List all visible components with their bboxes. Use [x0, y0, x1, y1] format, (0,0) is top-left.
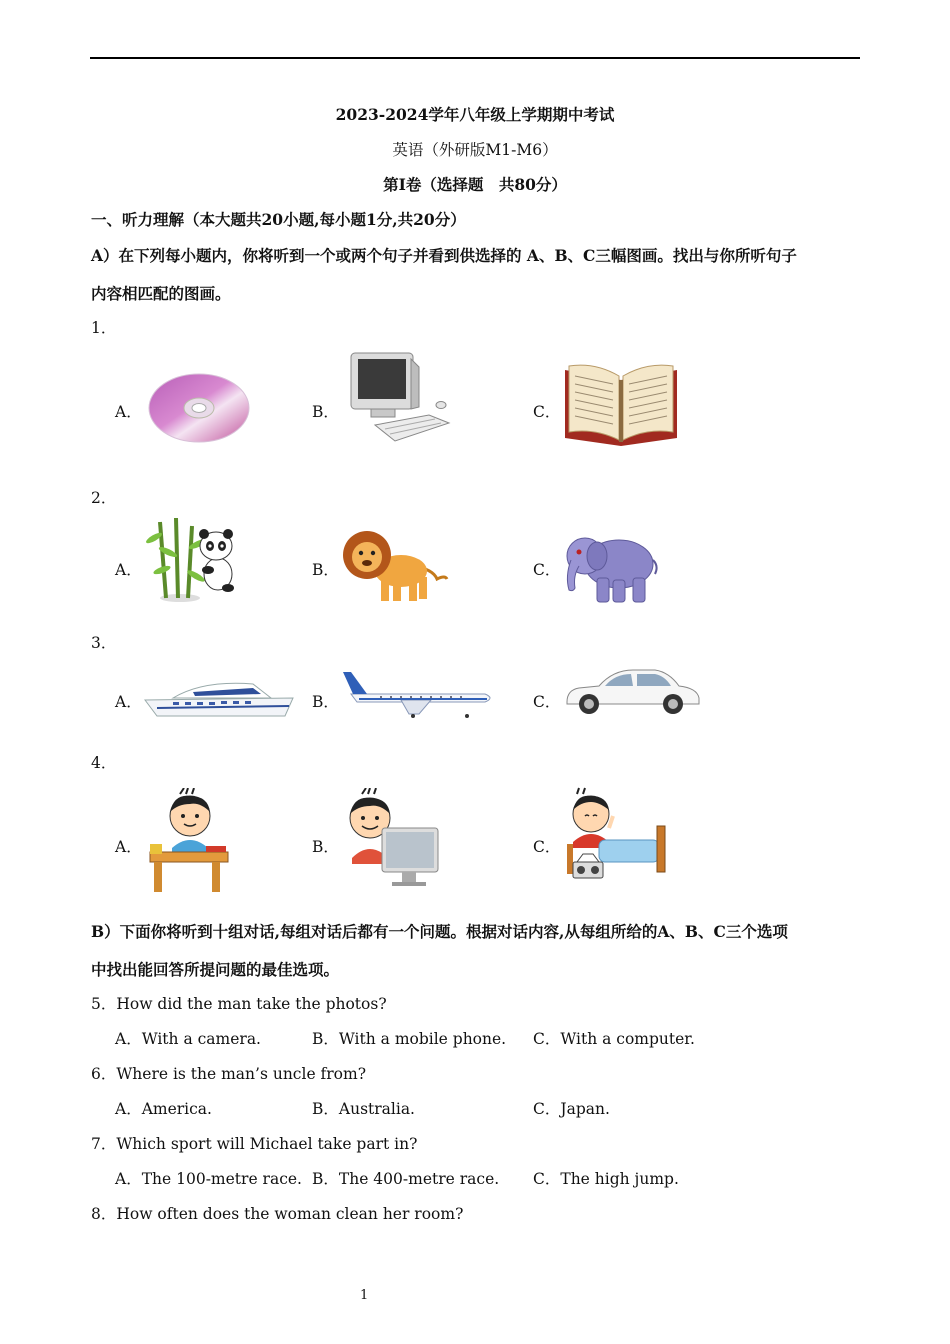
- question-6: 6．Where is the man’s uncle from?: [91, 1065, 367, 1083]
- car-icon: [563, 666, 701, 720]
- boy-bed-radio-icon: [563, 786, 671, 890]
- question-7: 7．Which sport will Michael take part in?: [91, 1135, 418, 1153]
- option-a: A．The 100-metre race.: [115, 1170, 302, 1188]
- option-a: A．America.: [115, 1100, 212, 1118]
- question-number: 1．: [91, 319, 117, 337]
- option-label: C．: [533, 693, 561, 711]
- option-label: B．: [312, 403, 339, 421]
- option-label: B．: [312, 693, 339, 711]
- lion-icon: [341, 525, 449, 611]
- question-number: 3．: [91, 634, 117, 652]
- boy-reading-desk-icon: [146, 788, 230, 900]
- option-c: C．The high jump.: [533, 1170, 679, 1188]
- part-b-instruction-2: 中找出能回答所提问题的最佳选项。: [91, 960, 340, 979]
- part-b-instruction-1: B）下面你将听到十组对话,每组对话后都有一个问题。根据对话内容,从每组所给的A、B、C三个选项: [91, 922, 788, 941]
- question-number: 4．: [91, 754, 117, 772]
- option-label: A．: [115, 838, 142, 856]
- option-label: C．: [533, 403, 561, 421]
- option-label: A．: [115, 561, 142, 579]
- part-a-instruction-2: 内容相匹配的图画。: [91, 284, 231, 303]
- option-b: B．Australia.: [312, 1100, 415, 1118]
- top-rule: [90, 57, 860, 59]
- computer-icon: [345, 349, 451, 449]
- option-label: B．: [312, 561, 339, 579]
- section-heading: 一、听力理解（本大题共20小题,每小题1分,共20分）: [91, 210, 466, 229]
- page-number: 1: [360, 1288, 369, 1303]
- boy-computer-icon: [344, 788, 440, 898]
- option-label: C．: [533, 561, 561, 579]
- ship-icon: [143, 676, 295, 722]
- panda-bamboo-icon: [146, 518, 242, 608]
- part-a-instruction-1: A）在下列每小题内，你将听到一个或两个句子并看到供选择的 A、B、C三幅图画。找出与你所听句子: [91, 246, 797, 265]
- option-label: B．: [312, 838, 339, 856]
- option-b: B．The 400-metre race.: [312, 1170, 500, 1188]
- question-number: 2．: [91, 489, 117, 507]
- question-8: 8．How often does the woman clean her room?: [91, 1205, 464, 1223]
- option-label: C．: [533, 838, 561, 856]
- part-heading: 第I卷（选择题 共80分）: [383, 175, 567, 194]
- option-b: B．With a mobile phone.: [312, 1030, 507, 1048]
- option-c: C．With a computer.: [533, 1030, 695, 1048]
- open-book-icon: [563, 362, 679, 452]
- option-c: C．Japan.: [533, 1100, 610, 1118]
- elephant-icon: [563, 526, 659, 610]
- exam-title: 2023-2024学年八年级上学期期中考试: [335, 105, 615, 124]
- option-a: A．With a camera.: [115, 1030, 261, 1048]
- cd-disc-icon: [146, 368, 252, 448]
- option-label: A．: [115, 693, 142, 711]
- airplane-icon: [341, 670, 497, 722]
- exam-subtitle: 英语（外研版M1-M6）: [392, 141, 558, 159]
- question-5: 5．How did the man take the photos?: [91, 995, 387, 1013]
- option-label: A．: [115, 403, 142, 421]
